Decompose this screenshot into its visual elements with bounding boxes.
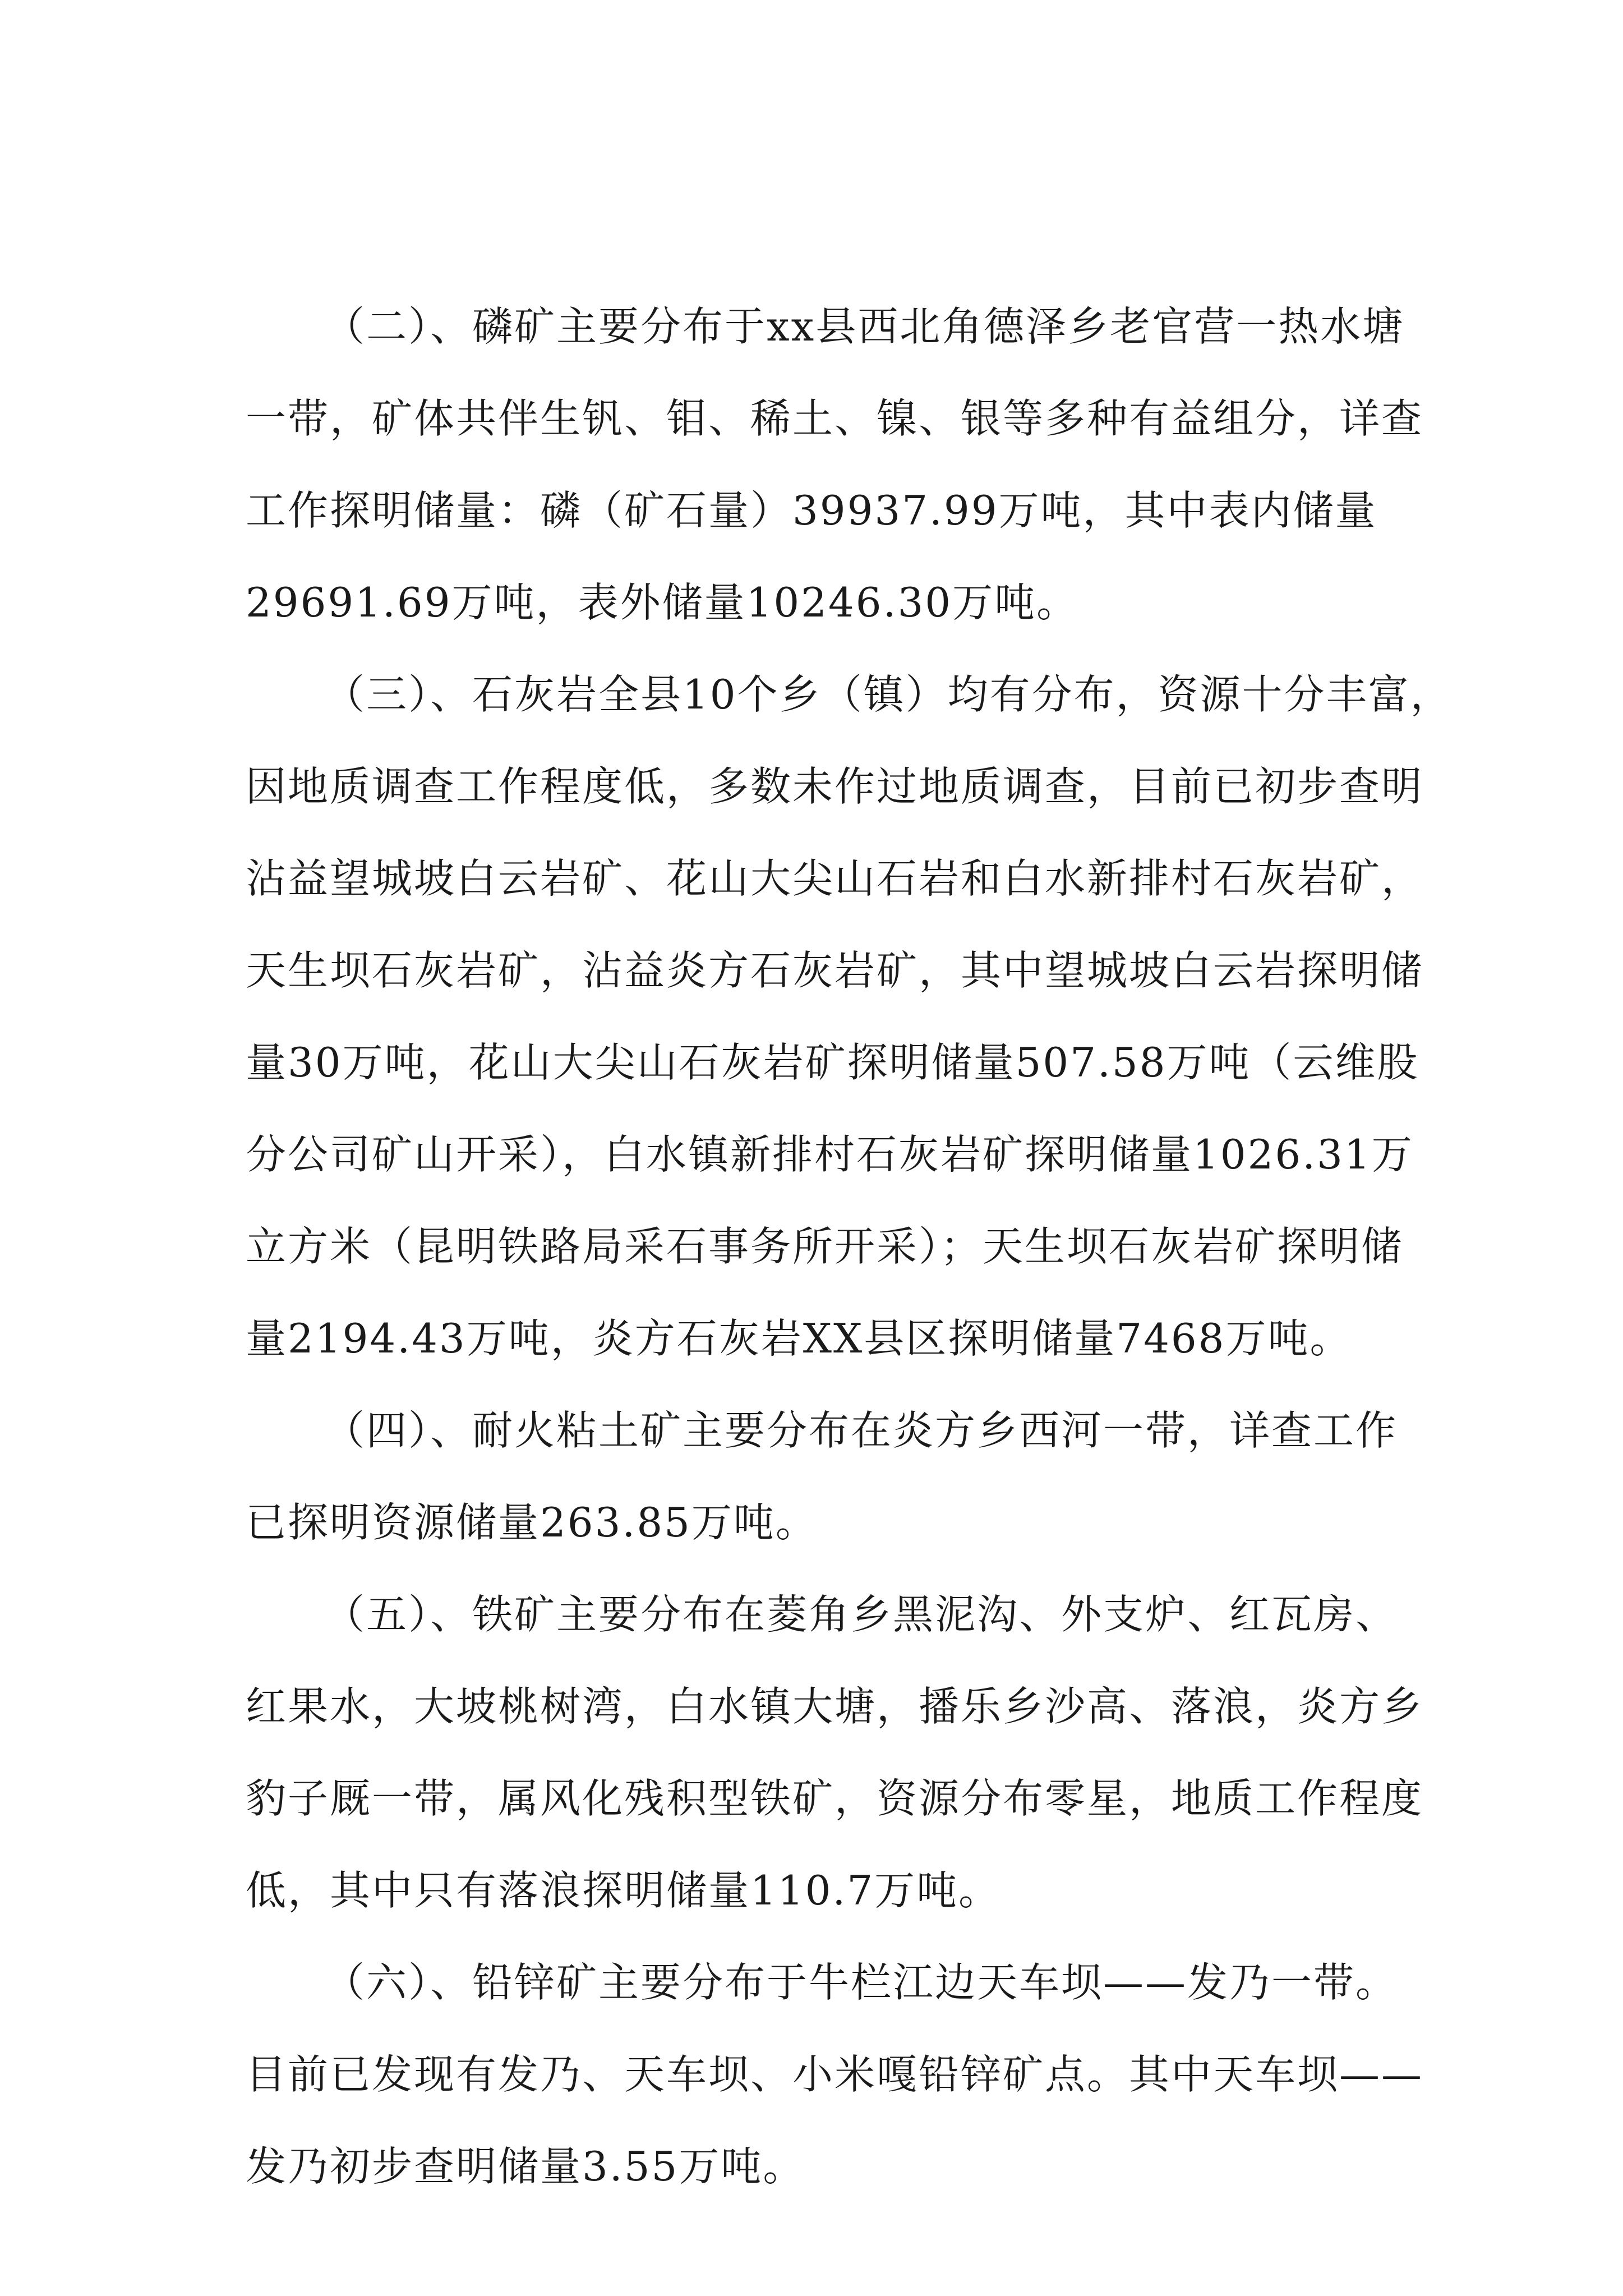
text-line: 29691.69万吨，表外储量10246.30万吨。 (246, 579, 1079, 626)
text-line: 立方米（昆明铁路局采石事务所开采）；天生坝石灰岩矿探明储 (246, 1223, 1404, 1270)
text-line: 因地质调查工作程度低，多数未作过地质调查，目前已初步查明 (246, 763, 1424, 810)
text-line: （三）、石灰岩全县10个乡（镇）均有分布，资源十分丰富， (324, 671, 1453, 718)
text-line: （五）、铁矿主要分布在菱角乡黑泥沟、外支炉、红瓦房、 (324, 1591, 1398, 1638)
text-line: 低，其中只有落浪探明储量110.7万吨。 (246, 1867, 1001, 1914)
text-line: 目前已发现有发乃、天车坝、小米嘎铅锌矿点。其中天车坝—— (246, 2051, 1424, 2098)
text-line: 发乃初步查明储量3.55万吨。 (246, 2143, 805, 2190)
text-line: 量30万吨，花山大尖山石灰岩矿探明储量507.58万吨（云维股 (246, 1039, 1419, 1086)
text-line: 豹子厩一带，属风化残积型铁矿，资源分布零星，地质工作程度 (246, 1775, 1424, 1822)
text-line: 沾益望城坡白云岩矿、花山大尖山石岩和白水新排村石灰岩矿， (246, 855, 1424, 902)
text-line: （二）、磷矿主要分布于xx县西北角德泽乡老官营一热水塘 (324, 303, 1405, 350)
text-line: （四）、耐火粘土矿主要分布在炎方乡西河一带，详查工作 (324, 1407, 1398, 1454)
text-line: 工作探明储量：磷（矿石量）39937.99万吨，其中表内储量 (246, 487, 1377, 534)
text-line: 分公司矿山开采），白水镇新排村石灰岩矿探明储量1026.31万 (246, 1131, 1414, 1178)
text-line: 红果水，大坡桃树湾，白水镇大塘，播乐乡沙高、落浪，炎方乡 (246, 1683, 1424, 1730)
text-line: 天生坝石灰岩矿，沾益炎方石灰岩矿，其中望城坡白云岩探明储 (246, 947, 1424, 994)
text-line: 一带，矿体共伴生钒、钼、稀土、镍、银等多种有益组分，详查 (246, 395, 1424, 442)
text-line: 量2194.43万吨，炎方石灰岩XX县区探明储量7468万吨。 (246, 1315, 1352, 1362)
text-line: 已探明资源储量263.85万吨。 (246, 1499, 818, 1546)
text-line: （六）、铅锌矿主要分布于牛栏江边天车坝——发乃一带。 (324, 1959, 1398, 2006)
